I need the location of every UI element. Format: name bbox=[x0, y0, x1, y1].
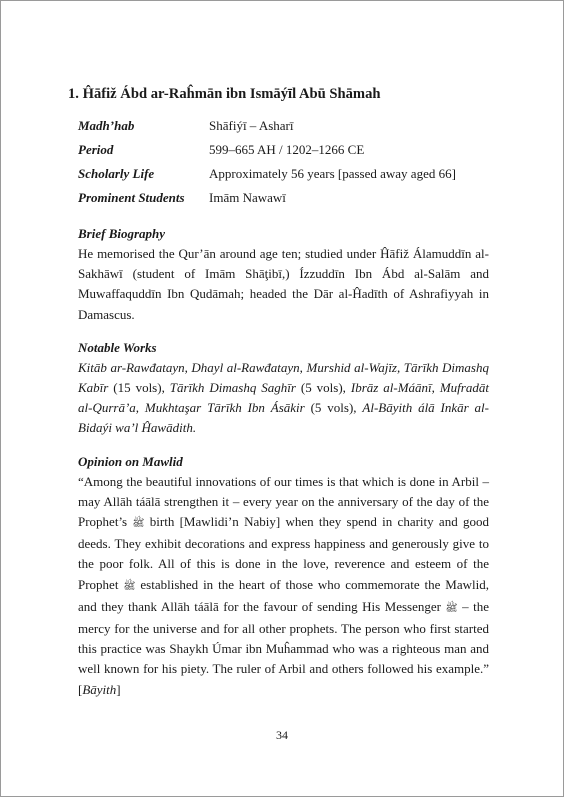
profile-key: Scholarly Life bbox=[78, 166, 155, 181]
biography-text: He memorised the Qur’ān around age ten; studied under Ĥāfiž Álamuddīn al-Sakhāwī (student of Imām Shāţibī,) Ízzuddīn Ibn Ábd al-Salām and Muwaffaquddīn Ibn Qudāmah; headed the Dār al-Ĥadīth of Ashrafiyyah in Damascus. bbox=[78, 246, 489, 322]
profile-row bbox=[78, 114, 456, 138]
works-title: Notable Works bbox=[78, 339, 157, 355]
work-titles: Tārīkh Dimashq Saghīr bbox=[169, 380, 296, 396]
profile-value: Approximately 56 years [passed away aged 66] bbox=[209, 166, 456, 181]
profile-value: 599–665 AH / 1202–1266 CE bbox=[209, 142, 365, 157]
profile-table bbox=[78, 114, 456, 210]
scholar-heading: 1. Ĥāfiž Ábd ar-Raĥmān ibn Ismāýīl Abū Shāmah bbox=[68, 86, 381, 102]
profile-row bbox=[78, 186, 456, 210]
work-titles: Al-Bāyith álā Inkār al-Bidaýi wa’l Ĥawādith. bbox=[78, 400, 489, 436]
profile-value: Shāfiýī – Asharī bbox=[209, 118, 294, 133]
quote-text: – the mercy for the universe and for all other prophets. The person who first started this practice was Shaykh Úmar ibn Muĥammad who was a righteous man and well known for his piety. The ruler of Arbil and others followed his example.” [ bbox=[78, 598, 489, 697]
volume-note: (5 vols), bbox=[304, 400, 363, 416]
volume-note: (15 vols), bbox=[108, 380, 170, 396]
works-text bbox=[78, 358, 489, 439]
biography-title: Brief Biography bbox=[78, 226, 166, 241]
page-content bbox=[68, 84, 489, 713]
page-number: 34 bbox=[276, 728, 288, 742]
profile-key: Period bbox=[78, 142, 114, 157]
mawlid-quote bbox=[78, 472, 489, 700]
mawlid-title: Opinion on Mawlid bbox=[78, 453, 183, 469]
citation-ref: Bāyith bbox=[82, 681, 117, 697]
salutation-icon: ﷺ bbox=[123, 580, 136, 592]
work-titles: Ibrāz al-Máānī, Mufradāt al-Qurrā’a, Mukhtaşar Tārīkh Ibn Ásākir bbox=[78, 380, 489, 416]
quote-text: birth [Mawlidi’n Nabiy] when they spend in charity and good deeds. They exhibit decorations and express happiness and generously give to the poor folk. All of this is done in the love, reverence and esteem of the Prophet bbox=[78, 514, 489, 592]
salutation-icon: ﷺ bbox=[132, 518, 145, 530]
work-titles: Kitāb ar-Rawđatayn, Dhayl al-Rawđatayn, Murshid al-Wajīz, Tārīkh Dimashq Kabīr bbox=[78, 359, 489, 396]
salutation-icon: ﷺ bbox=[445, 602, 458, 614]
quote-text: “Among the beautiful innovations of our times is that which is done in Arbil – may Allāh táālā strengthen it – every year on the anniversary of the day of the Prophet’s bbox=[78, 473, 489, 530]
citation-bracket: ] bbox=[116, 681, 121, 697]
quote-text: established in the heart of those who commemorate the Mawlid, and they thank Allāh táālā for the favour of sending His Messenger bbox=[78, 576, 489, 614]
profile-row bbox=[78, 138, 456, 162]
profile-value: Imām Nawawī bbox=[209, 190, 286, 205]
profile-row bbox=[78, 162, 456, 186]
volume-note: (5 vols), bbox=[295, 380, 351, 396]
profile-key: Prominent Students bbox=[78, 190, 185, 205]
profile-key: Madh’hab bbox=[78, 118, 135, 133]
